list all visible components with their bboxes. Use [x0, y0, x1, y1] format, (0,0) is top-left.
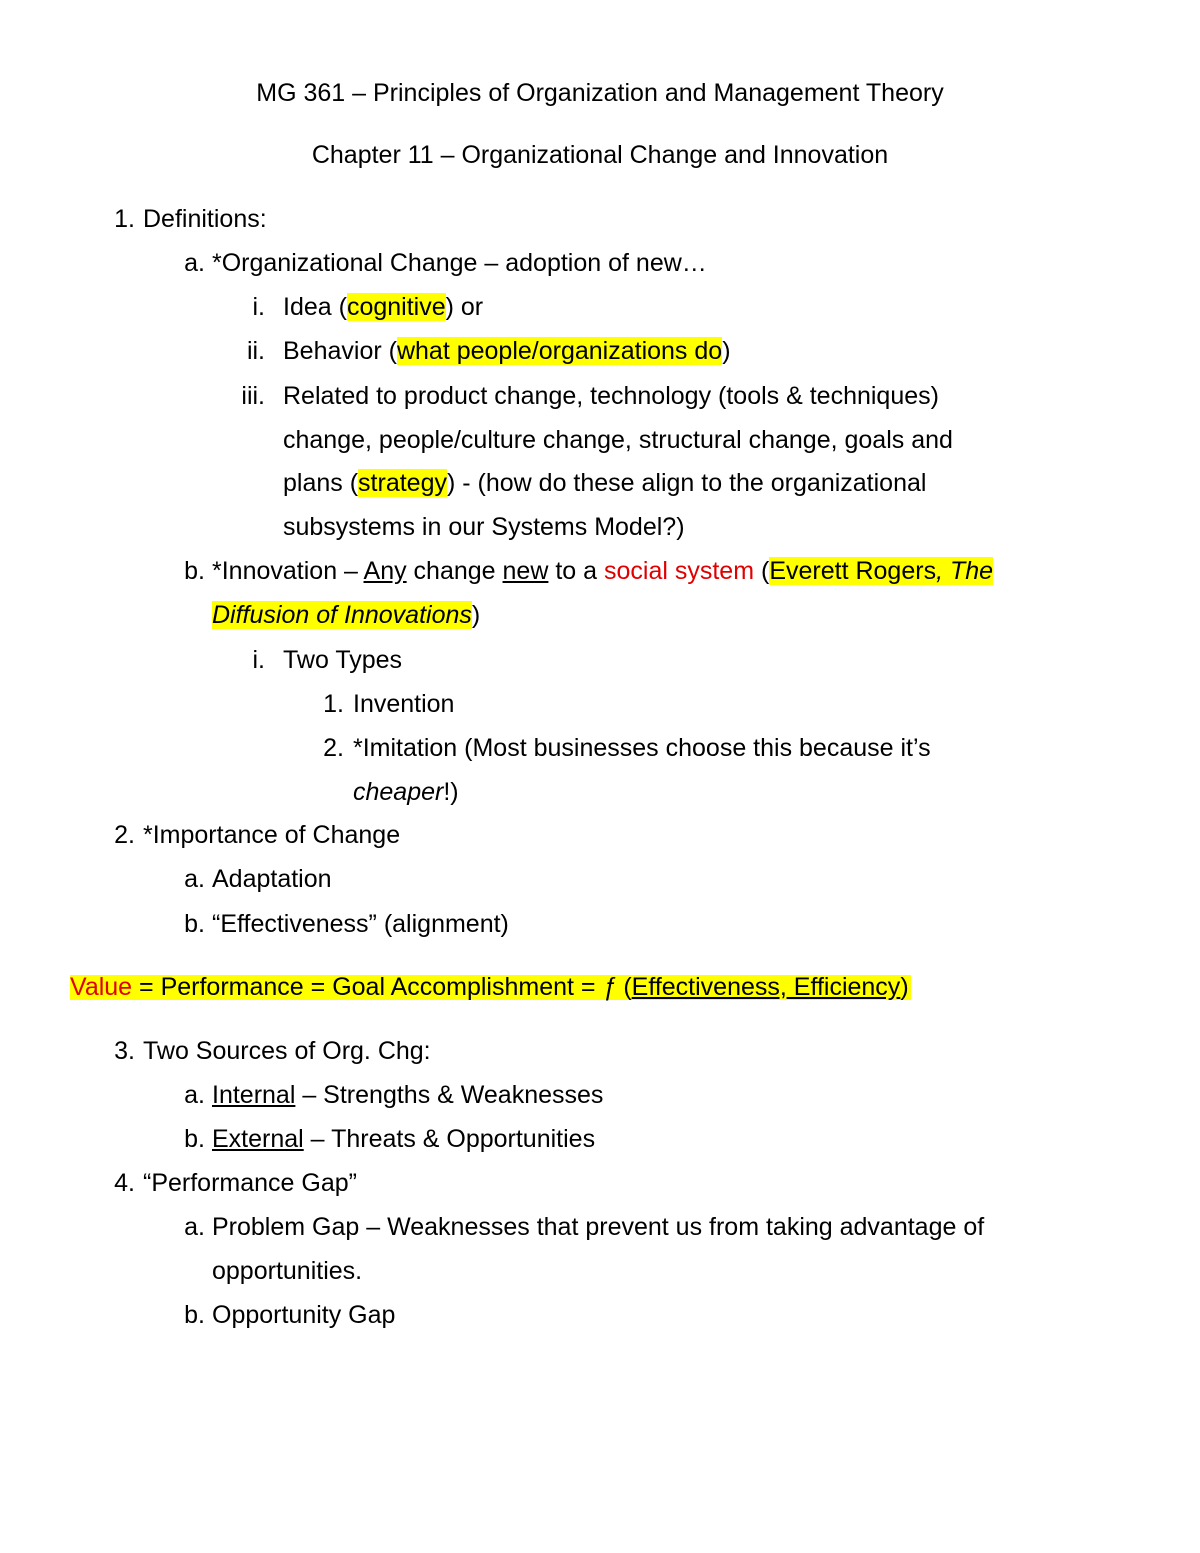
list-letter: b.: [184, 910, 205, 938]
underlined-text: Effectiveness, Efficiency: [631, 973, 901, 1001]
list-letter: a.: [184, 249, 205, 277]
highlight: cognitive: [346, 293, 446, 321]
red-text: social system: [604, 557, 755, 585]
highlight: what people/organizations do: [396, 337, 723, 365]
list-item-continuation: subsystems in our Systems Model?): [283, 513, 685, 541]
highlight: Everett Rogers, The: [769, 557, 994, 585]
list-number: 2.: [114, 821, 135, 849]
list-item-text: Opportunity Gap: [212, 1301, 396, 1329]
list-item-text: Two Types: [283, 646, 403, 674]
list-item-text: *Imitation (Most businesses choose this because it’s: [353, 734, 931, 762]
list-letter: a.: [184, 865, 205, 893]
list-item-text: External – Threats & Opportunities: [212, 1125, 596, 1153]
list-letter: b.: [184, 557, 205, 585]
highlight: Diffusion of Innovations: [212, 601, 472, 629]
underlined-text: Any: [363, 557, 407, 585]
list-item-text: Problem Gap – Weaknesses that prevent us from taking advantage of: [212, 1213, 985, 1241]
highlight: strategy: [358, 469, 447, 497]
list-item-text: *Importance of Change: [143, 821, 401, 849]
list-item-text: Internal – Strengths & Weaknesses: [212, 1081, 604, 1109]
list-item-text: Two Sources of Org. Chg:: [143, 1037, 431, 1065]
list-item-text: Invention: [353, 690, 455, 718]
list-roman: i.: [252, 646, 265, 674]
list-item-text: *Innovation – Any change new to a social system (Everett Rogers, The: [212, 557, 994, 585]
red-text: Value: [70, 973, 133, 1001]
list-item-continuation: opportunities.: [212, 1257, 363, 1285]
list-item-text: Behavior (what people/organizations do): [283, 337, 731, 365]
list-item-text: Definitions:: [143, 205, 267, 233]
value-formula: Value = Performance = Goal Accomplishment = ƒ (Effectiveness, Efficiency): [70, 973, 909, 1001]
list-item-continuation: plans (strategy) - (how do these align to the organizational: [283, 469, 927, 497]
underlined-text: Internal: [212, 1081, 296, 1109]
list-item-text: *Organizational Change – adoption of new…: [212, 249, 707, 277]
list-item-text: Idea (cognitive) or: [283, 293, 484, 321]
list-roman: i.: [252, 293, 265, 321]
list-letter: b.: [184, 1125, 205, 1153]
list-roman: iii.: [241, 382, 265, 410]
list-item-continuation: cheaper!): [353, 778, 459, 806]
list-item-text: Adaptation: [212, 865, 332, 893]
list-number: 2.: [323, 734, 344, 762]
list-item-continuation: change, people/culture change, structural change, goals and: [283, 426, 953, 454]
list-letter: b.: [184, 1301, 205, 1329]
list-number: 4.: [114, 1169, 135, 1197]
list-item-text: Related to product change, technology (tools & techniques): [283, 382, 939, 410]
course-title: MG 361 – Principles of Organization and Management Theory: [256, 79, 944, 107]
underlined-text: External: [212, 1125, 304, 1153]
list-item-continuation: Diffusion of Innovations): [212, 601, 481, 629]
list-item-text: “Effectiveness” (alignment): [212, 910, 509, 938]
list-number: 3.: [114, 1037, 135, 1065]
chapter-title: Chapter 11 – Organizational Change and Innovation: [311, 141, 889, 169]
list-number: 1.: [114, 205, 135, 233]
list-letter: a.: [184, 1213, 205, 1241]
list-number: 1.: [323, 690, 344, 718]
list-roman: ii.: [246, 337, 265, 365]
list-letter: a.: [184, 1081, 205, 1109]
underlined-text: new: [502, 557, 549, 585]
list-item-text: “Performance Gap”: [143, 1169, 357, 1197]
